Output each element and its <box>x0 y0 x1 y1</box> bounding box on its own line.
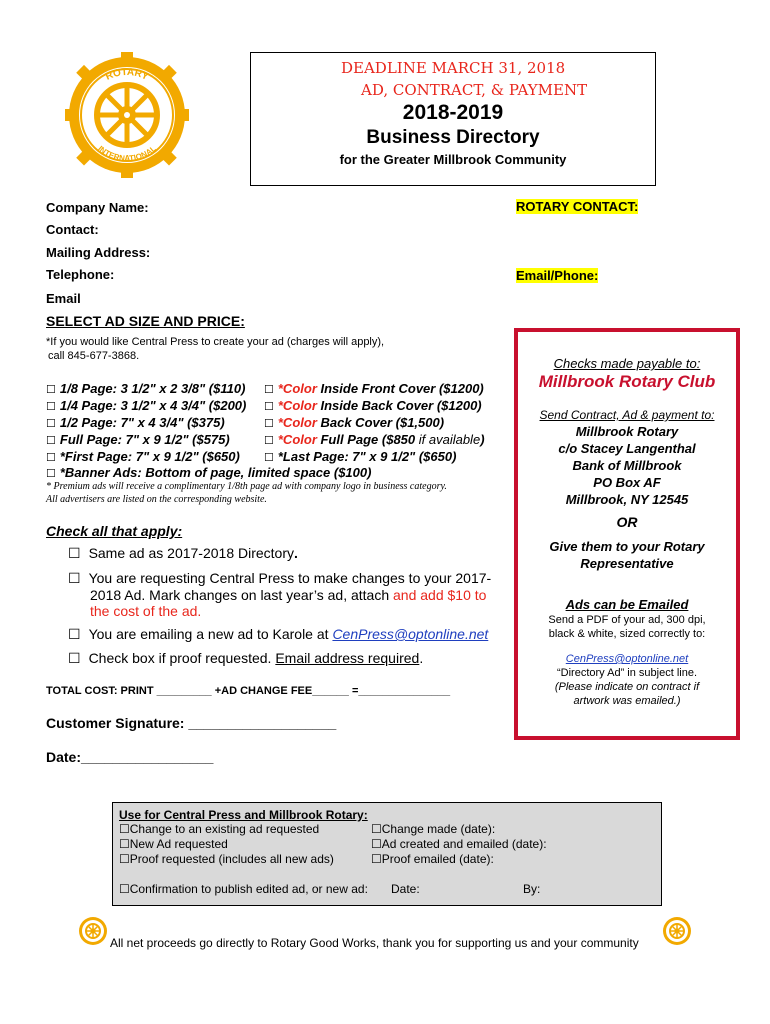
footer-text: All net proceeds go directly to Rotary Good Works, thank you for supporting us and your community <box>110 936 639 950</box>
office-use-box <box>112 802 662 906</box>
contact-label: Contact: <box>46 222 99 237</box>
company-name-label: Company Name: <box>46 200 149 215</box>
option-banner-ads[interactable]: ☐ *Banner Ads: Bottom of page, limited space ($100) <box>46 465 372 480</box>
checkbox[interactable]: ☐ <box>119 852 130 866</box>
checkbox[interactable]: ☐ <box>68 545 81 561</box>
option-color-full-page[interactable]: ☐ *Color Full Page ($850 if available) <box>264 432 485 447</box>
option-back-cover[interactable]: ☐ *Color Back Cover ($1,500) <box>264 415 445 430</box>
check-changes-line3: the cost of the ad. <box>90 603 202 619</box>
club-name: Millbrook Rotary Club <box>538 372 716 391</box>
office-new-ad-requested[interactable]: ☐New Ad requested <box>119 837 228 851</box>
checkbox[interactable]: ☐ <box>46 418 56 430</box>
option-quarter-page[interactable]: ☐ 1/4 Page: 3 1/2" x 4 3/4" ($200) <box>46 398 247 413</box>
check-emailing-new-ad[interactable]: ☐ You are emailing a new ad to Karole at CenPress@optonline.net <box>68 626 489 642</box>
logo-top-text: ROTARY <box>103 66 151 83</box>
checkbox[interactable]: ☐ <box>264 384 274 396</box>
option-inside-back-cover[interactable]: ☐ *Color Inside Back Cover ($1200) <box>264 398 482 413</box>
check-same-ad[interactable]: ☐ Same ad as 2017-2018 Directory. <box>68 545 298 561</box>
address-line-5: Millbrook, NY 12545 <box>565 492 689 507</box>
deadline-subline: AD, CONTRACT, & PAYMENT <box>361 81 588 99</box>
pdf-line1: Send a PDF of your ad, 300 dpi, <box>548 614 706 626</box>
payment-email-link[interactable]: CenPress@optonline.net <box>565 653 689 665</box>
deadline-text: DEADLINE MARCH 31, 2018 <box>341 59 566 77</box>
check-changes-line2: 2018 Ad. Mark changes on last year’s ad, attach and add $10 to <box>90 587 487 603</box>
checkbox[interactable]: ☐ <box>371 837 382 851</box>
office-use-heading: Use for Central Press and Millbrook Rotary: <box>119 808 368 822</box>
cenpress-email-link[interactable]: CenPress@optonline.net <box>332 626 489 642</box>
checkbox[interactable]: ☐ <box>264 401 274 413</box>
page-subtitle: for the Greater Millbrook Community <box>339 152 567 167</box>
checkbox[interactable]: ☐ <box>119 822 130 836</box>
checkbox[interactable]: ☐ <box>119 882 130 896</box>
rotary-small-logo-right <box>662 916 692 946</box>
office-change-made[interactable]: ☐Change made (date): <box>371 822 496 836</box>
check-heading: Check all that apply: <box>46 523 183 539</box>
office-by-label: By: <box>523 882 541 896</box>
ad-intro-line1: *If you would like Central Press to create your ad (charges will apply), <box>46 336 385 348</box>
customer-signature-line[interactable]: Customer Signature: ___________________ <box>46 715 337 731</box>
option-inside-front-cover[interactable]: ☐ *Color Inside Front Cover ($1200) <box>264 381 484 396</box>
checkbox[interactable]: ☐ <box>119 837 130 851</box>
checkbox[interactable]: ☐ <box>46 452 56 464</box>
indicate-note-line2: artwork was emailed.) <box>573 695 681 707</box>
ad-size-heading: SELECT AD SIZE AND PRICE: <box>46 313 245 329</box>
checkbox[interactable]: ☐ <box>264 435 274 447</box>
date-line[interactable]: Date:_________________ <box>46 749 214 765</box>
checkbox[interactable]: ☐ <box>68 570 81 586</box>
mailing-address-label: Mailing Address: <box>46 245 151 260</box>
total-cost-line[interactable]: TOTAL COST: PRINT _________ +AD CHANGE FEE______ =_______________ <box>46 685 451 697</box>
checks-payable-label: Checks made payable to: <box>553 356 701 371</box>
payment-info-box <box>514 328 740 740</box>
office-change-requested[interactable]: ☐Change to an existing ad requested <box>119 822 320 836</box>
header-box <box>250 52 656 186</box>
indicate-note-line1: (Please indicate on contract if <box>554 681 700 693</box>
check-changes-requested[interactable]: ☐ You are requesting Central Press to make changes to your 2017- <box>68 570 492 586</box>
office-proof-requested[interactable]: ☐Proof requested (includes all new ads) <box>119 852 334 866</box>
address-line-2: c/o Stacey Langenthal <box>558 441 696 456</box>
checkbox[interactable]: ☐ <box>371 852 382 866</box>
or-divider: OR <box>616 514 638 530</box>
checkbox[interactable]: ☐ <box>68 650 81 666</box>
check-proof-requested[interactable]: ☐ Check box if proof requested. Email address required. <box>68 650 424 666</box>
rotary-logo <box>62 52 192 178</box>
subject-line-note: “Directory Ad” in subject line. <box>557 667 697 679</box>
pdf-line2: black & white, sized correctly to: <box>548 628 706 640</box>
email-label: Email <box>46 291 81 306</box>
logo-bottom-text: INTERNATIONAL <box>96 144 158 164</box>
checkbox[interactable]: ☐ <box>68 626 81 642</box>
rotary-small-logo-left <box>78 916 108 946</box>
option-eighth-page[interactable]: ☐ 1/8 Page: 3 1/2" x 2 3/8" ($110) <box>46 381 246 396</box>
emailed-heading: Ads can be Emailed <box>565 597 689 612</box>
office-date-label: Date: <box>391 882 420 896</box>
checkbox[interactable]: ☐ <box>46 435 56 447</box>
ad-intro-line2: call 845-677-3868. <box>48 350 140 362</box>
option-full-page[interactable]: ☐ Full Page: 7" x 9 1/2" ($575) <box>46 432 230 447</box>
address-line-4: PO Box AF <box>593 475 661 490</box>
option-first-page[interactable]: ☐ *First Page: 7" x 9 1/2" ($650) <box>46 449 240 464</box>
give-rep-line2: Representative <box>580 556 674 571</box>
option-half-page[interactable]: ☐ 1/2 Page: 7" x 4 3/4" ($375) <box>46 415 225 430</box>
telephone-label: Telephone: <box>46 267 115 282</box>
send-to-label: Send Contract, Ad & payment to: <box>539 408 715 422</box>
checkbox[interactable]: ☐ <box>264 452 274 464</box>
checkbox[interactable]: ☐ <box>46 468 56 480</box>
address-line-3: Bank of Millbrook <box>572 458 682 473</box>
email-phone-label: Email/Phone: <box>516 268 599 283</box>
year-heading: 2018-2019 <box>402 101 504 124</box>
checkbox[interactable]: ☐ <box>46 384 56 396</box>
premium-note: * Premium ads will receive a complimentary 1/8th page ad with company logo in business category. <box>46 481 447 492</box>
rotary-contact-label: ROTARY CONTACT: <box>516 199 639 214</box>
office-ad-created[interactable]: ☐Ad created and emailed (date): <box>371 837 547 851</box>
office-confirmation[interactable]: ☐Confirmation to publish edited ad, or new ad: <box>119 882 368 896</box>
give-rep-line1: Give them to your Rotary <box>549 539 705 554</box>
checkbox[interactable]: ☐ <box>371 822 382 836</box>
office-proof-emailed[interactable]: ☐Proof emailed (date): <box>371 852 494 866</box>
checkbox[interactable]: ☐ <box>46 401 56 413</box>
advertisers-note: All advertisers are listed on the corresponding website. <box>46 494 267 505</box>
address-line-1: Millbrook Rotary <box>575 424 679 439</box>
option-last-page[interactable]: ☐ *Last Page: 7" x 9 1/2" ($650) <box>264 449 457 464</box>
checkbox[interactable]: ☐ <box>264 418 274 430</box>
page-title: Business Directory <box>366 127 540 148</box>
